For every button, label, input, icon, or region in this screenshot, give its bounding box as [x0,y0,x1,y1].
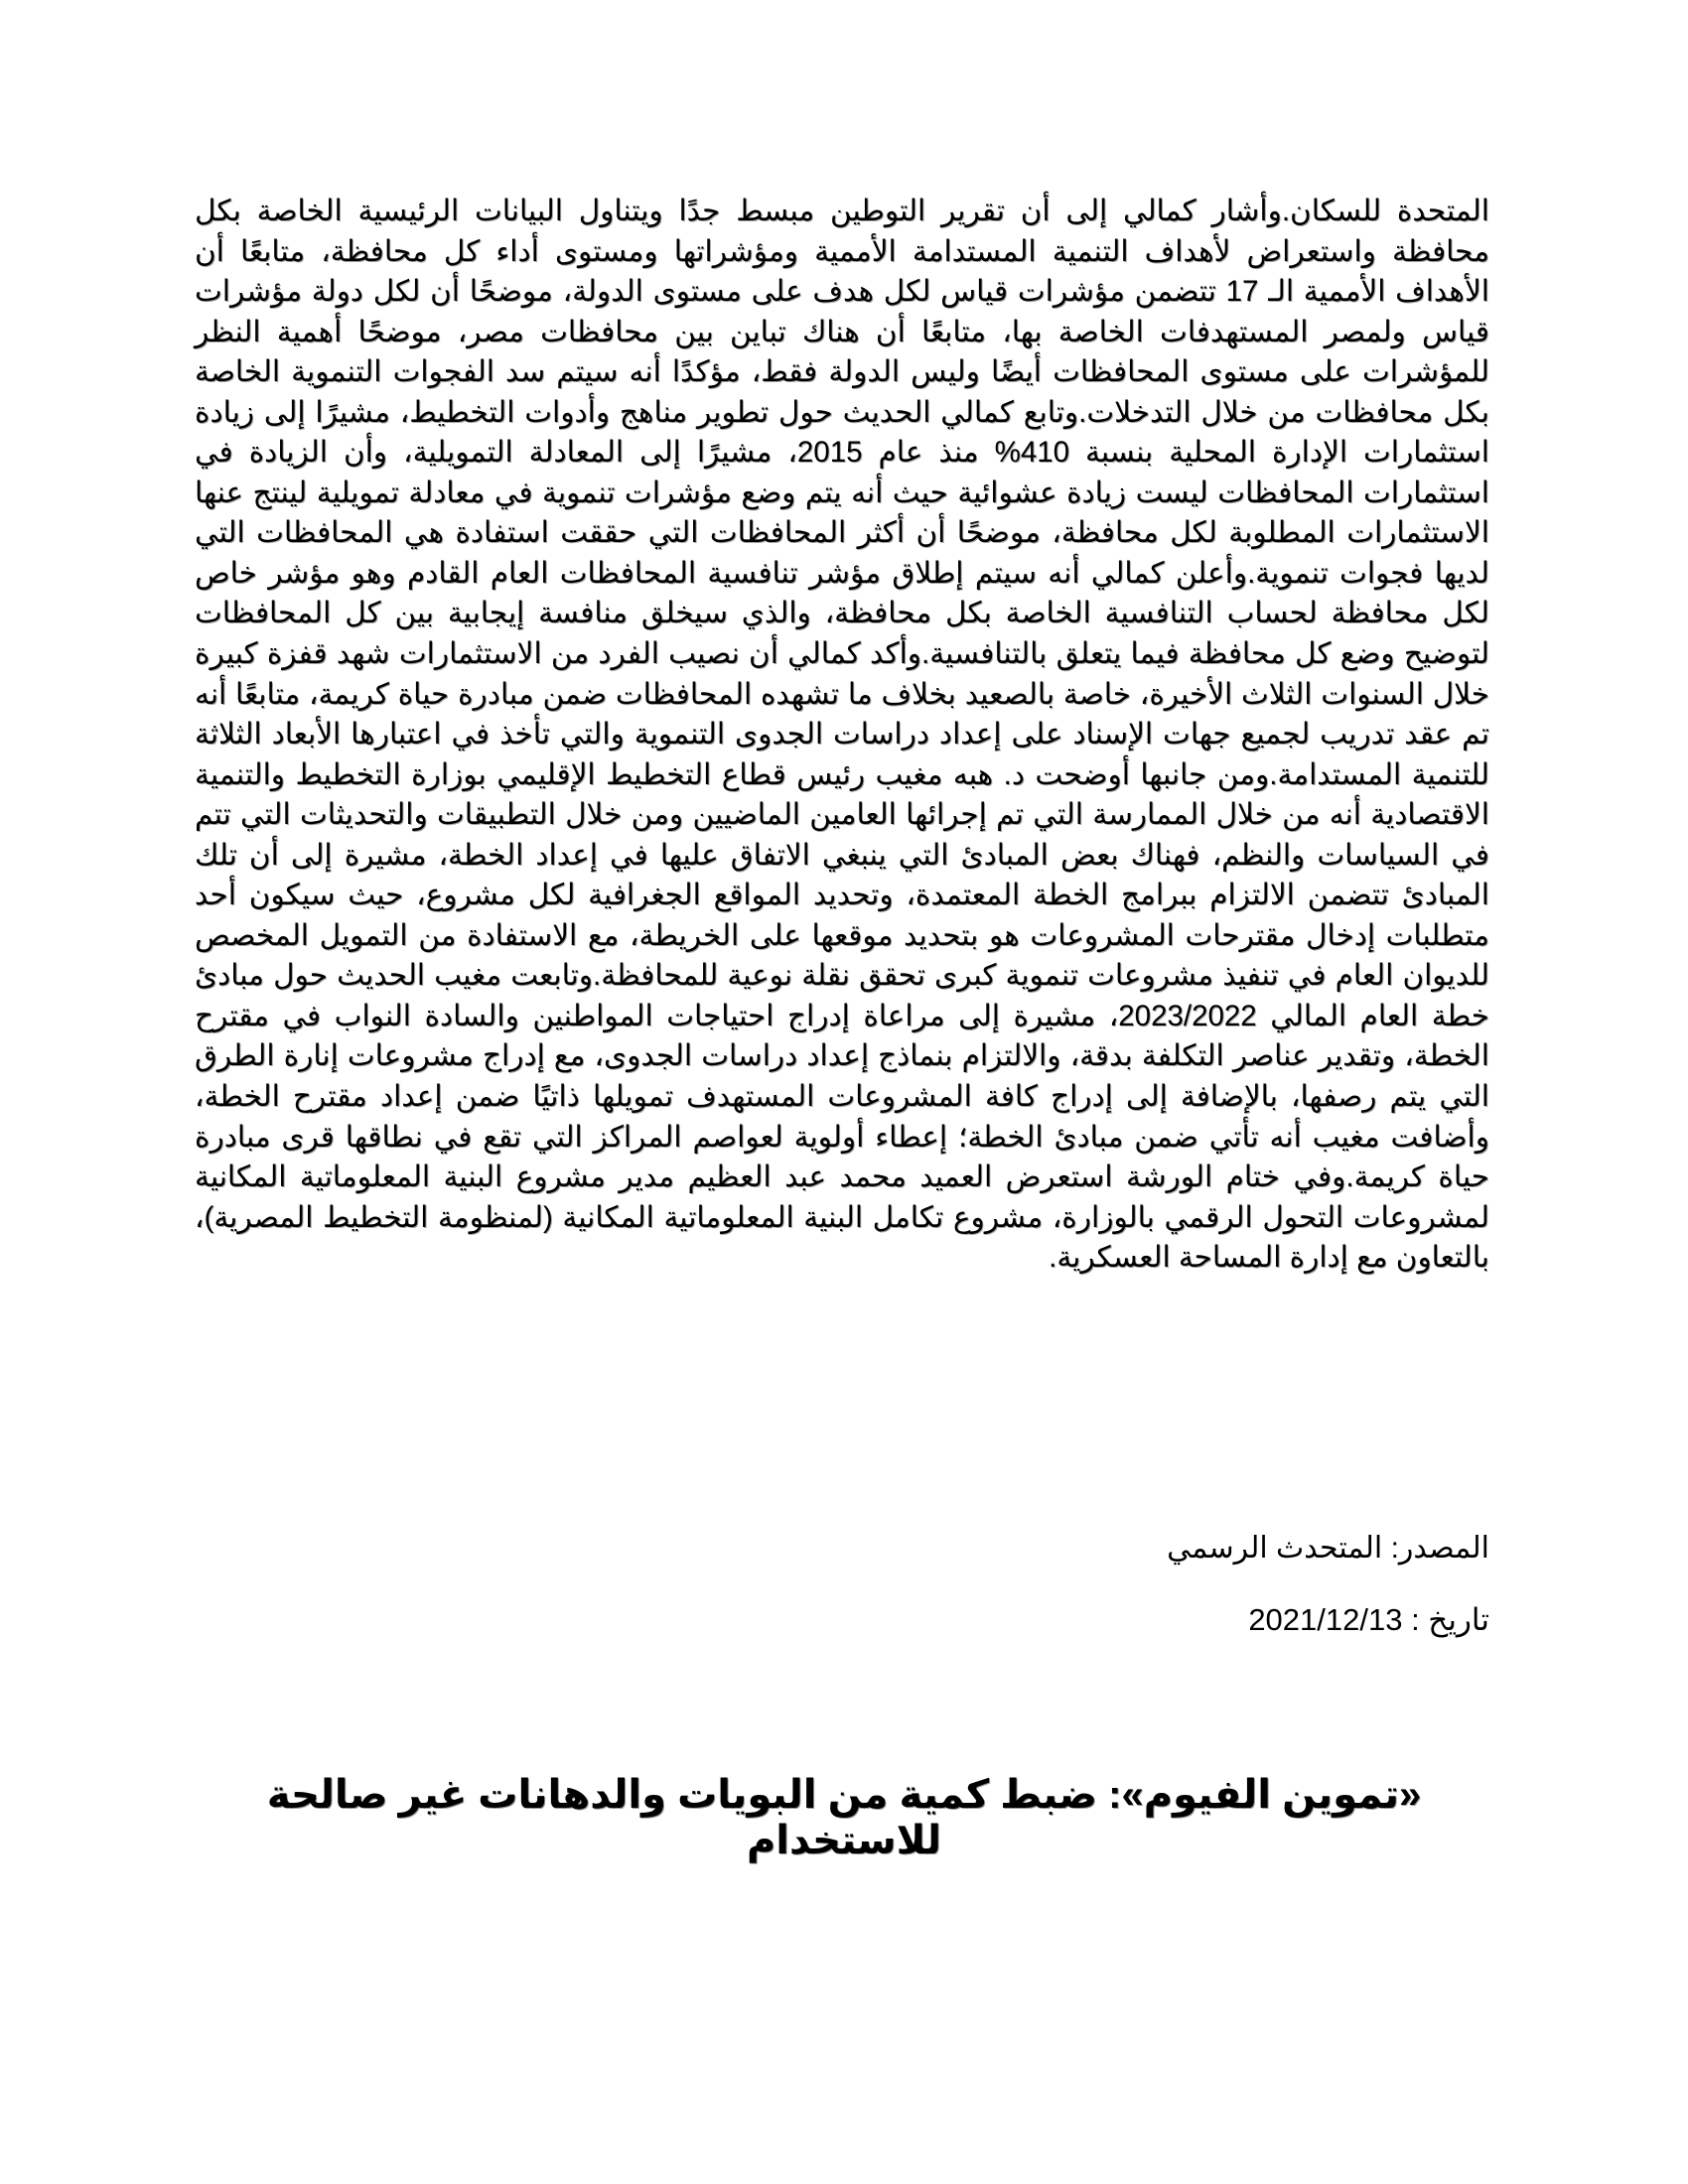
next-article-headline: «تموين الفيوم»: ضبط كمية من البويات والدهانات غير صالحة للاستخدام [266,1773,1422,1862]
article-date: تاريخ : 2021/12/13 [1248,1602,1489,1637]
article-body-paragraph: المتحدة للسكان.وأشار كمالي إلى أن تقرير التوطين مبسط جدًا ويتناول البيانات الرئيسية الخاصة بكل محافظة واستعراض لأهداف التنمية المستدامة الأممية ومؤشراتها ومستوى أداء كل محافظة، متابعًا أن الأهداف الأممية الـ 17 تتضمن مؤشرات قياس لكل هدف على مستوى الدولة، موضحًا أن لكل دولة مؤشرات قياس ولمصر المستهدفات الخاصة بها، متابعًا أن هناك تباين بين محافظات مصر، موضحًا أهمية النظر للمؤشرات على مستوى المحافظات أيضًا وليس الدولة فقط، مؤكدًا أنه سيتم سد الفجوات التنموية الخاصة بكل محافظات من خلال التدخلات.وتابع كمالي الحديث حول تطوير مناهج وأدوات التخطيط، مشيرًا إلى زيادة استثمارات الإدارة المحلية بنسبة 410% منذ عام 2015، مشيرًا إلى المعادلة التمويلية، وأن الزيادة في استثمارات المحافظات ليست زيادة عشوائية حيث أنه يتم وضع مؤشرات تنموية في معادلة تمويلية لينتج عنها الاستثمارات المطلوبة لكل محافظة، موضحًا أن أكثر المحافظات التي حققت استفادة هي المحافظات التي لديها فجوات تنموية.وأعلن كمالي أنه سيتم إطلاق مؤشر تنافسية المحافظات العام القادم وهو مؤشر خاص لكل محافظة لحساب التنافسية الخاصة بكل محافظة، والذي سيخلق منافسة إيجابية بين كل المحافظات لتوضيح وضع كل محافظة فيما يتعلق بالتنافسية.وأكد كمالي أن نصيب الفرد من الاستثمارات شهد قفزة كبيرة خلال السنوات الثلاث الأخيرة، خاصة بالصعيد بخلاف ما تشهده المحافظات ضمن مبادرة حياة كريمة، متابعًا أنه تم عقد تدريب لجميع جهات الإسناد على إعداد دراسات الجدوى التنموية والتي تأخذ في اعتبارها الأبعاد الثلاثة للتنمية المستدامة.ومن جانبها أوضحت د. هبه مغيب رئيس قطاع التخطيط الإقليمي بوزارة التخطيط والتنمية الاقتصادية أنه من خلال الممارسة التي تم إجرائها العامين الماضيين ومن خلال التطبيقات والتحديثات التي تتم في السياسات والنظم، فهناك بعض المبادئ التي ينبغي الاتفاق عليها في إعداد الخطة، مشيرة إلى أن تلك المبادئ تتضمن الالتزام ببرامج الخطة المعتمدة، وتحديد المواقع الجغرافية لكل مشروع، حيث سيكون أحد متطلبات إدخال مقترحات المشروعات هو بتحديد موقعها على الخريطة، مع الاستفادة من التمويل المخصص للديوان العام في تنفيذ مشروعات تنموية كبرى تحقق نقلة نوعية للمحافظة.وتابعت مغيب الحديث حول مبادئ خطة العام المالي 2023/2022، مشيرة إلى مراعاة إدراج احتياجات المواطنين والسادة النواب في مقترح الخطة، وتقدير عناصر التكلفة بدقة، والالتزام بنماذج إعداد دراسات الجدوى، مع إدراج مشروعات إنارة الطرق التي يتم رصفها، بالإضافة إلى إدراج كافة المشروعات المستهدف تمويلها ذاتيًا ضمن إعداد مقترح الخطة، وأضافت مغيب أنه تأتي ضمن مبادئ الخطة؛ إعطاء أولوية لعواصم المراكز التي تقع في نطاقها قرى مبادرة حياة كريمة.وفي ختام الورشة استعرض العميد محمد عبد العظيم مدير مشروع البنية المعلوماتية المكانية لمشروعات التحول الرقمي بالوزارة، مشروع تكامل البنية المعلوماتية المكانية (لمنظومة التخطيط المصرية)، بالتعاون مع إدارة المساحة العسكرية. [195,195,1490,1275]
article-source: المصدر: المتحدث الرسمي [1167,1532,1489,1565]
